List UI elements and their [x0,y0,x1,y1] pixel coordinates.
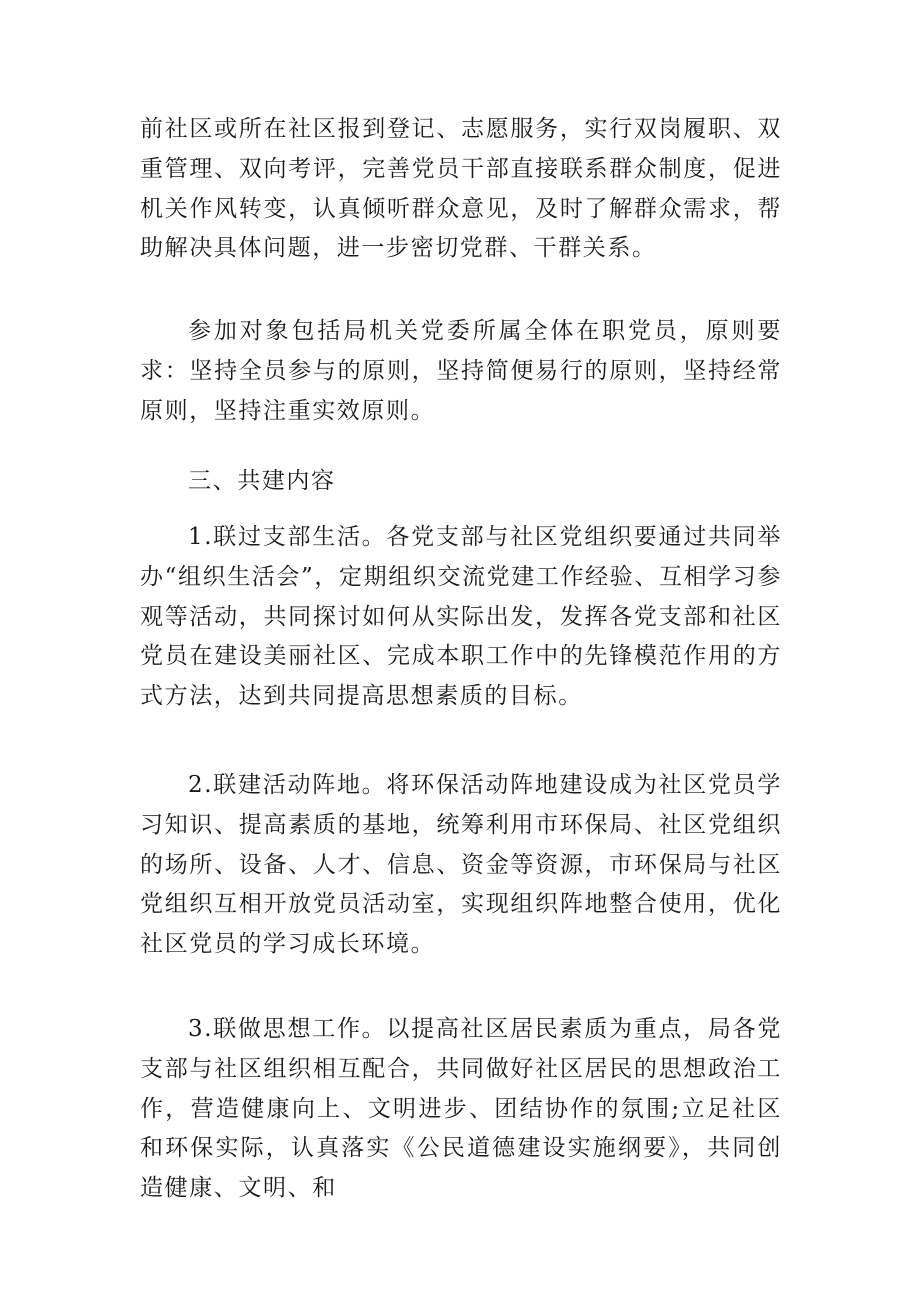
paragraph-item-1: 1.联过支部生活。各党支部与社区党组织要通过共同举办“组织生活会”，定期组织交流党建工作经验、互相学习参观等活动，共同探讨如何从实际出发，发挥各党支部和社区党员在建设美丽社区、完成本职工作中的先锋模范作用的方式方法，达到共同提高思想素质的目标。 [140,524,782,710]
section-heading-content: 三、共建内容 [188,468,336,494]
paragraph-participants: 参加对象包括局机关党委所属全体在职党员，原则要求：坚持全员参与的原则，坚持简便易行的原则，坚持经常原则，坚持注重实效原则。 [140,318,782,424]
paragraph-item-3: 3.联做思想工作。以提高社区居民素质为重点，局各党支部与社区组织相互配合，共同做好社区居民的思想政治工作，营造健康向上、文明进步、团结协作的氛围;立足社区和环保实际，认真落实《公民道德建设实施纲要》，共同创造健康、文明、和 [140,1016,782,1202]
paragraph-continuation: 前社区或所在社区报到登记、志愿服务，实行双岗履职、双重管理、双向考评，完善党员干部直接联系群众制度，促进机关作风转变，认真倾听群众意见，及时了解群众需求，帮助解决具体问题，进一步密切党群、干群关系。 [140,116,782,262]
paragraph-item-2: 2.联建活动阵地。将环保活动阵地建设成为社区党员学习知识、提高素质的基地，统筹利用市环保局、社区党组织的场所、设备、人才、信息、资金等资源，市环保局与社区党组织互相开放党员活动室，实现组织阵地整合使用，优化社区党员的学习成长环境。 [140,772,782,958]
